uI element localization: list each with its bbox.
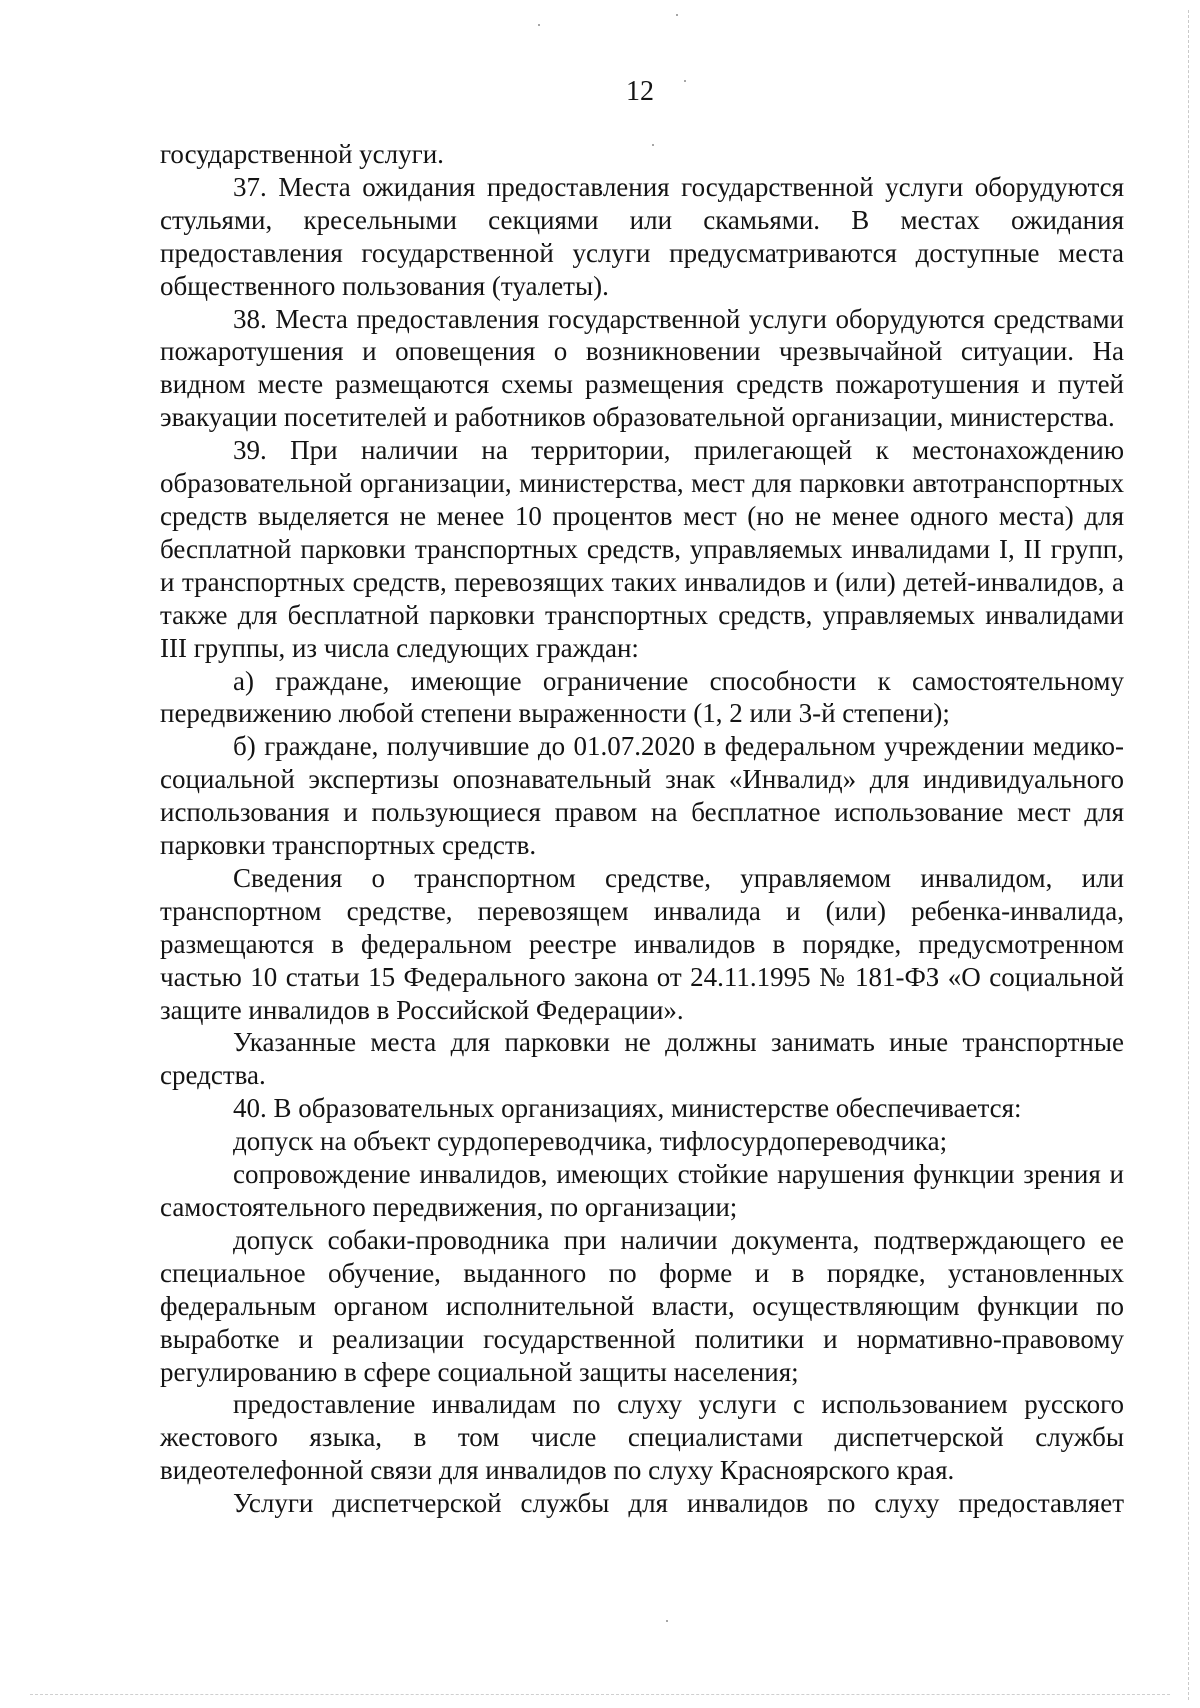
scan-speck [684, 80, 686, 82]
list-item-escort: сопровождение инвалидов, имеющих стойкие нарушения функции зрения и самостоятельного передвижения, по организации; [160, 1159, 1124, 1222]
list-item-interpreter-access: допуск на объект сурдопереводчика, тифлосурдопереводчика; [233, 1126, 948, 1157]
list-item-a: а) граждане, имеющие ограничение способности к самостоятельному передвижению любой степени выраженности (1, 2 или 3-й степени); [160, 665, 1124, 729]
scan-speck [666, 1620, 668, 1622]
document-body [160, 138, 1124, 1520]
list-item-sign-language: предоставление инвалидам по слуху услуги с использованием русского жестового языка, в том числе специалистами диспетчерской службы видеотелефонной связи для инвалидов по слуху Красноярского края. [160, 1389, 1124, 1486]
paragraph-40: 40. В образовательных организациях, министерстве обеспечивается: [233, 1093, 1022, 1124]
paragraph-dispatch-service: Услуги диспетчерской службы для инвалидов по слуху предоставляет [233, 1488, 1124, 1519]
scan-speck [538, 24, 540, 26]
list-item-b: б) граждане, получившие до 01.07.2020 в федеральном учреждении медико-социальной экспертизы опознавательный знак «Инвалид» для индивидуального использования и пользующиеся правом на бесплатное использование мест для парковки транспортных средств. [160, 731, 1124, 861]
scan-speck [676, 14, 678, 16]
scan-speck [652, 144, 654, 146]
paragraph-parking-restriction: Указанные места для парковки не должны занимать иные транспортные средства. [160, 1027, 1124, 1091]
paragraph-continuation: государственной услуги. [160, 139, 444, 169]
scan-edge-right [1188, 10, 1189, 1700]
paragraph-39: 39. При наличии на территории, прилегающей к местонахождению образовательной организации, министерства, мест для парковки автотранспортных средств выделяется не менее 10 процентов мест (но не менее одного места) для бесплатной парковки транспортных средств, управляемых инвалидами I, II групп, и транспортных средств, перевозящих таких инвалидов и (или) детей-инвалидов, а также для бесплатной парковки транспортных средств, управляемых инвалидами III группы, из числа следующих граждан: [160, 435, 1124, 663]
paragraph-37: 37. Места ожидания предоставления государственной услуги оборудуются стульями, кресельными секциями или скамьями. В местах ожидания предоставления государственной услуги предусматриваются доступные места общественного пользования (туалеты). [160, 171, 1124, 301]
page-number: 12 [626, 76, 654, 107]
paragraph-vehicle-info: Сведения о транспортном средстве, управляемом инвалидом, или транспортном средстве, перевозящем инвалида и (или) ребенка-инвалида, размещаются в федеральном реестре инвалидов в порядке, предусмотренном частью 10 статьи 15 Федерального закона от 24.11.1995 № 181-ФЗ «О социальной защите инвалидов в Российской Федерации». [160, 862, 1124, 1025]
list-item-guide-dog: допуск собаки-проводника при наличии документа, подтверждающего ее специальное обучение, выданного по форме и в порядке, установленных федеральным органом исполнительной власти, осуществляющим функции по выработке и реализации государственной политики и нормативно-правовому регулированию в сфере социальной защиты населения; [160, 1224, 1124, 1387]
paragraph-38: 38. Места предоставления государственной услуги оборудуются средствами пожаротушения и оповещения о возникновении чрезвычайной ситуации. На видном месте размещаются схемы размещения средств пожаротушения и путей эвакуации посетителей и работников образовательной организации, министерства. [160, 303, 1124, 433]
scan-edge-bottom [30, 1694, 1170, 1695]
